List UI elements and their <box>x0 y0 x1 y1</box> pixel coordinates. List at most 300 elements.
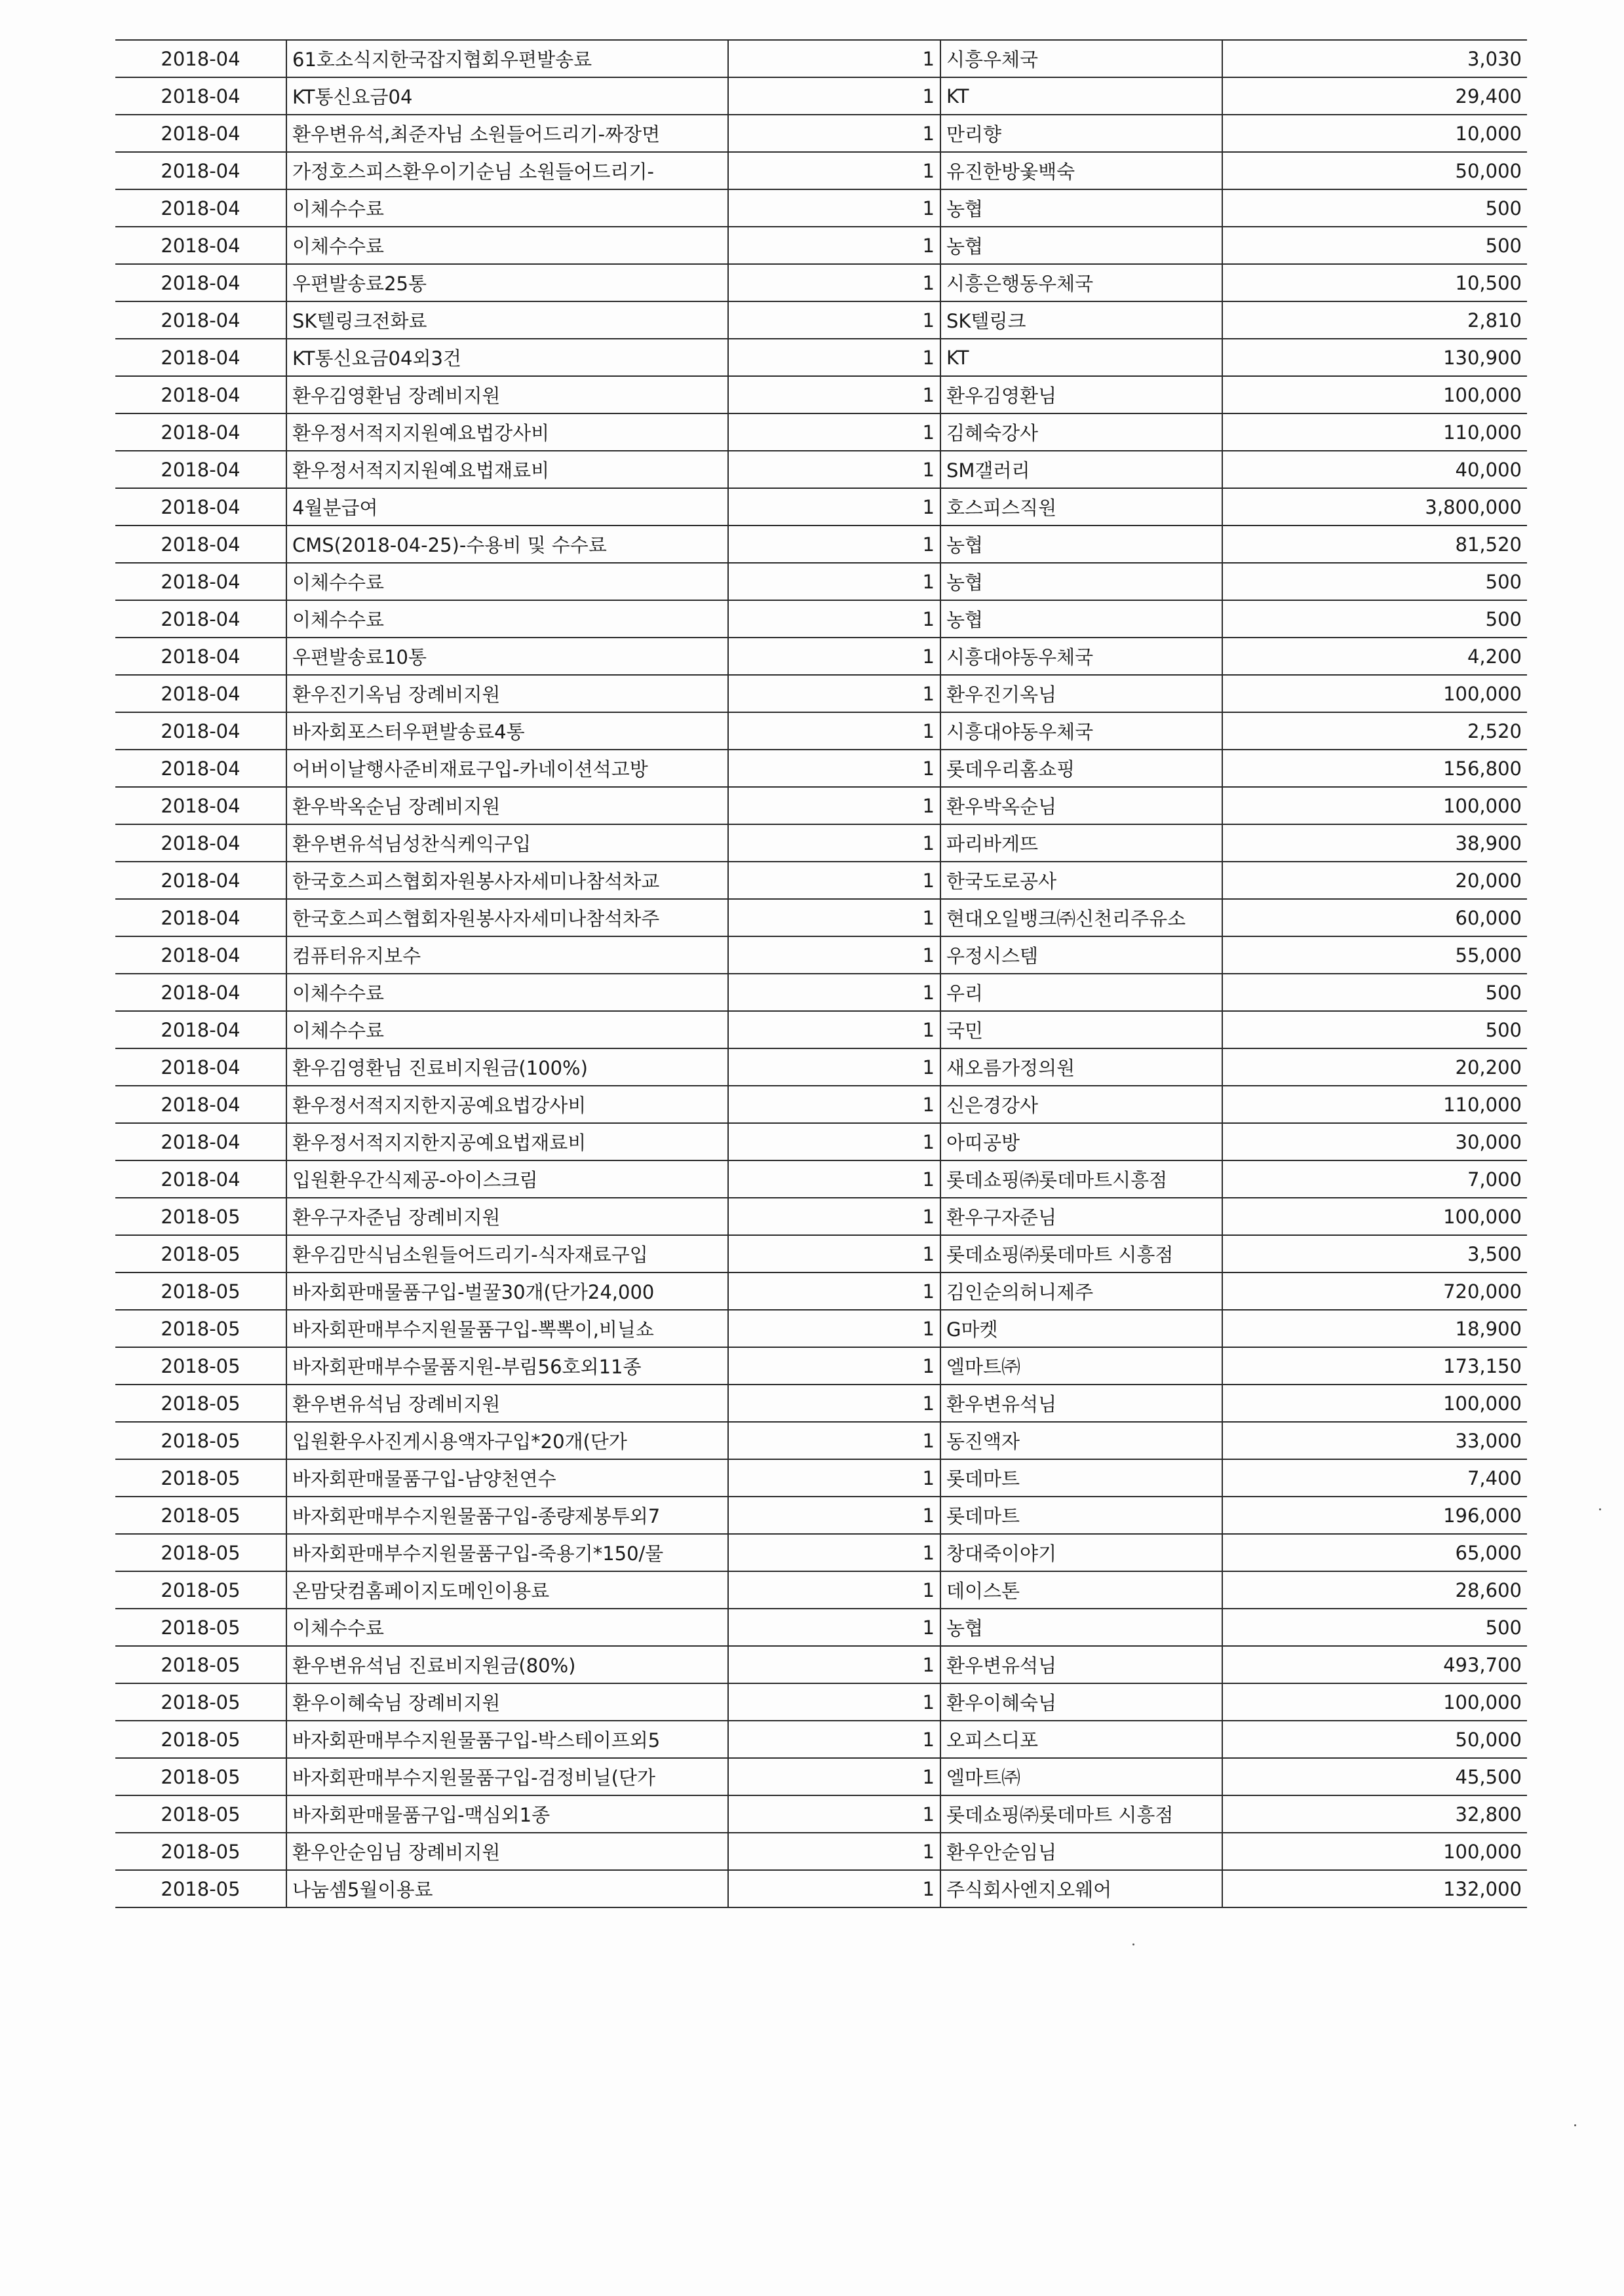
description-cell: 나눔셈5월이용료 <box>286 1870 728 1907</box>
date-cell: 2018-04 <box>115 413 286 451</box>
vendor-cell: 엘마트㈜ <box>940 1347 1222 1385</box>
quantity-cell: 1 <box>728 974 940 1011</box>
table-row <box>115 600 1527 638</box>
amount-cell: 173,150 <box>1222 1347 1527 1385</box>
date-cell: 2018-04 <box>115 600 286 638</box>
quantity-cell: 1 <box>728 1422 940 1459</box>
amount-cell: 3,500 <box>1222 1235 1527 1272</box>
quantity-cell: 1 <box>728 526 940 563</box>
quantity-cell: 1 <box>728 1385 940 1422</box>
table-row <box>115 301 1527 339</box>
quantity-cell: 1 <box>728 189 940 227</box>
vendor-cell: 환우이혜숙님 <box>940 1683 1222 1721</box>
quantity-cell: 1 <box>728 1870 940 1907</box>
amount-cell: 100,000 <box>1222 787 1527 824</box>
description-cell: 이체수수료 <box>286 974 728 1011</box>
amount-cell: 500 <box>1222 563 1527 600</box>
quantity-cell: 1 <box>728 1497 940 1534</box>
date-cell: 2018-04 <box>115 712 286 750</box>
scan-speck <box>1599 1508 1601 1510</box>
date-cell: 2018-05 <box>115 1198 286 1235</box>
quantity-cell: 1 <box>728 1683 940 1721</box>
date-cell: 2018-04 <box>115 563 286 600</box>
vendor-cell: 아띠공방 <box>940 1123 1222 1160</box>
amount-cell: 500 <box>1222 189 1527 227</box>
quantity-cell: 1 <box>728 1048 940 1086</box>
table-row <box>115 1646 1527 1683</box>
table-row <box>115 1347 1527 1385</box>
date-cell: 2018-04 <box>115 526 286 563</box>
table-row <box>115 1795 1527 1833</box>
description-cell: 이체수수료 <box>286 1011 728 1048</box>
amount-cell: 720,000 <box>1222 1272 1527 1310</box>
description-cell: 이체수수료 <box>286 1609 728 1646</box>
vendor-cell: 농협 <box>940 526 1222 563</box>
date-cell: 2018-04 <box>115 152 286 189</box>
table-row <box>115 77 1527 115</box>
vendor-cell: 환우구자준님 <box>940 1198 1222 1235</box>
date-cell: 2018-05 <box>115 1870 286 1907</box>
date-cell: 2018-04 <box>115 264 286 301</box>
amount-cell: 110,000 <box>1222 1086 1527 1123</box>
quantity-cell: 1 <box>728 1310 940 1347</box>
table-row <box>115 1833 1527 1870</box>
quantity-cell: 1 <box>728 339 940 376</box>
description-cell: 환우정서적지지한지공예요법재료비 <box>286 1123 728 1160</box>
description-cell: 한국호스피스협회자원봉사자세미나참석차주 <box>286 899 728 936</box>
vendor-cell: 만리향 <box>940 115 1222 152</box>
amount-cell: 110,000 <box>1222 413 1527 451</box>
table-row <box>115 451 1527 488</box>
vendor-cell: 국민 <box>940 1011 1222 1048</box>
quantity-cell: 1 <box>728 1123 940 1160</box>
description-cell: 한국호스피스협회자원봉사자세미나참석차교 <box>286 862 728 899</box>
description-cell: 바자회판매부수지원물품구입-뽁뽁이,비닐쇼 <box>286 1310 728 1347</box>
vendor-cell: SM갤러리 <box>940 451 1222 488</box>
vendor-cell: 농협 <box>940 227 1222 264</box>
description-cell: 환우김영환님 장례비지원 <box>286 376 728 413</box>
amount-cell: 500 <box>1222 1011 1527 1048</box>
table-row <box>115 787 1527 824</box>
date-cell: 2018-04 <box>115 227 286 264</box>
vendor-cell: 롯데쇼핑㈜롯데마트 시흥점 <box>940 1795 1222 1833</box>
description-cell: 환우변유석님성찬식케익구입 <box>286 824 728 862</box>
date-cell: 2018-05 <box>115 1571 286 1609</box>
vendor-cell: 시흥우체국 <box>940 40 1222 77</box>
vendor-cell: 새오름가정의원 <box>940 1048 1222 1086</box>
date-cell: 2018-05 <box>115 1272 286 1310</box>
description-cell: 바자회판매물품구입-남양천연수 <box>286 1459 728 1497</box>
quantity-cell: 1 <box>728 1272 940 1310</box>
quantity-cell: 1 <box>728 1459 940 1497</box>
vendor-cell: 환우김영환님 <box>940 376 1222 413</box>
vendor-cell: 롯데쇼핑㈜롯데마트시흥점 <box>940 1160 1222 1198</box>
table-row <box>115 488 1527 526</box>
date-cell: 2018-04 <box>115 451 286 488</box>
table-row <box>115 974 1527 1011</box>
amount-cell: 40,000 <box>1222 451 1527 488</box>
vendor-cell: 농협 <box>940 563 1222 600</box>
vendor-cell: 창대죽이야기 <box>940 1534 1222 1571</box>
amount-cell: 100,000 <box>1222 1198 1527 1235</box>
table-row <box>115 1459 1527 1497</box>
table-row <box>115 1198 1527 1235</box>
amount-cell: 4,200 <box>1222 638 1527 675</box>
quantity-cell: 1 <box>728 675 940 712</box>
amount-cell: 38,900 <box>1222 824 1527 862</box>
date-cell: 2018-04 <box>115 189 286 227</box>
description-cell: 바자회판매부수지원물품구입-박스테이프외5 <box>286 1721 728 1758</box>
quantity-cell: 1 <box>728 1721 940 1758</box>
date-cell: 2018-04 <box>115 1123 286 1160</box>
vendor-cell: 농협 <box>940 189 1222 227</box>
description-cell: KT통신요금04 <box>286 77 728 115</box>
table-row <box>115 526 1527 563</box>
amount-cell: 10,000 <box>1222 115 1527 152</box>
description-cell: 환우진기옥님 장례비지원 <box>286 675 728 712</box>
vendor-cell: KT <box>940 77 1222 115</box>
table-row <box>115 152 1527 189</box>
vendor-cell: KT <box>940 339 1222 376</box>
vendor-cell: 엘마트㈜ <box>940 1758 1222 1795</box>
table-row <box>115 189 1527 227</box>
date-cell: 2018-04 <box>115 1160 286 1198</box>
amount-cell: 130,900 <box>1222 339 1527 376</box>
date-cell: 2018-05 <box>115 1758 286 1795</box>
quantity-cell: 1 <box>728 301 940 339</box>
table-row <box>115 824 1527 862</box>
table-row <box>115 339 1527 376</box>
table-row <box>115 227 1527 264</box>
table-row <box>115 40 1527 77</box>
vendor-cell: 롯데마트 <box>940 1497 1222 1534</box>
quantity-cell: 1 <box>728 227 940 264</box>
amount-cell: 55,000 <box>1222 936 1527 974</box>
quantity-cell: 1 <box>728 750 940 787</box>
description-cell: 바자회포스터우편발송료4통 <box>286 712 728 750</box>
amount-cell: 45,500 <box>1222 1758 1527 1795</box>
amount-cell: 196,000 <box>1222 1497 1527 1534</box>
amount-cell: 60,000 <box>1222 899 1527 936</box>
table-row <box>115 1422 1527 1459</box>
vendor-cell: SK텔링크 <box>940 301 1222 339</box>
quantity-cell: 1 <box>728 1011 940 1048</box>
date-cell: 2018-04 <box>115 862 286 899</box>
vendor-cell: 동진액자 <box>940 1422 1222 1459</box>
table-row <box>115 1758 1527 1795</box>
description-cell: 환우변유석님 장례비지원 <box>286 1385 728 1422</box>
amount-cell: 28,600 <box>1222 1571 1527 1609</box>
description-cell: 이체수수료 <box>286 189 728 227</box>
description-cell: 우편발송료10통 <box>286 638 728 675</box>
quantity-cell: 1 <box>728 413 940 451</box>
vendor-cell: 농협 <box>940 1609 1222 1646</box>
date-cell: 2018-05 <box>115 1534 286 1571</box>
description-cell: 환우변유석님 진료비지원금(80%) <box>286 1646 728 1683</box>
description-cell: 환우안순임님 장례비지원 <box>286 1833 728 1870</box>
description-cell: 환우김영환님 진료비지원금(100%) <box>286 1048 728 1086</box>
description-cell: SK텔링크전화료 <box>286 301 728 339</box>
vendor-cell: 환우박옥순님 <box>940 787 1222 824</box>
date-cell: 2018-05 <box>115 1721 286 1758</box>
date-cell: 2018-04 <box>115 787 286 824</box>
quantity-cell: 1 <box>728 899 940 936</box>
description-cell: 4월분급여 <box>286 488 728 526</box>
vendor-cell: 시흥대야동우체국 <box>940 638 1222 675</box>
description-cell: 바자회판매물품구입-맥심외1종 <box>286 1795 728 1833</box>
date-cell: 2018-04 <box>115 936 286 974</box>
description-cell: 이체수수료 <box>286 227 728 264</box>
amount-cell: 500 <box>1222 227 1527 264</box>
table-row <box>115 675 1527 712</box>
amount-cell: 493,700 <box>1222 1646 1527 1683</box>
table-row <box>115 936 1527 974</box>
table-row <box>115 899 1527 936</box>
vendor-cell: 롯데쇼핑㈜롯데마트 시흥점 <box>940 1235 1222 1272</box>
description-cell: KT통신요금04외3건 <box>286 339 728 376</box>
table-row <box>115 1160 1527 1198</box>
amount-cell: 132,000 <box>1222 1870 1527 1907</box>
amount-cell: 156,800 <box>1222 750 1527 787</box>
table-row <box>115 1123 1527 1160</box>
date-cell: 2018-05 <box>115 1646 286 1683</box>
quantity-cell: 1 <box>728 936 940 974</box>
table-row <box>115 712 1527 750</box>
date-cell: 2018-04 <box>115 115 286 152</box>
amount-cell: 50,000 <box>1222 1721 1527 1758</box>
scan-speck <box>1132 1943 1134 1945</box>
date-cell: 2018-05 <box>115 1683 286 1721</box>
table-row <box>115 1048 1527 1086</box>
vendor-cell: 롯데우리홈쇼핑 <box>940 750 1222 787</box>
quantity-cell: 1 <box>728 451 940 488</box>
vendor-cell: 환우변유석님 <box>940 1646 1222 1683</box>
description-cell: 바자회판매부수지원물품구입-죽용기*150/물 <box>286 1534 728 1571</box>
quantity-cell: 1 <box>728 1758 940 1795</box>
table-row <box>115 1086 1527 1123</box>
quantity-cell: 1 <box>728 264 940 301</box>
table-row <box>115 413 1527 451</box>
description-cell: 컴퓨터유지보수 <box>286 936 728 974</box>
scan-speck <box>1574 2124 1576 2126</box>
description-cell: 바자회판매물품구입-벌꿀30개(단가24,000 <box>286 1272 728 1310</box>
quantity-cell: 1 <box>728 1795 940 1833</box>
date-cell: 2018-04 <box>115 1011 286 1048</box>
quantity-cell: 1 <box>728 40 940 77</box>
amount-cell: 3,800,000 <box>1222 488 1527 526</box>
amount-cell: 2,810 <box>1222 301 1527 339</box>
quantity-cell: 1 <box>728 1235 940 1272</box>
table-row <box>115 1683 1527 1721</box>
description-cell: 환우정서적지지한지공예요법강사비 <box>286 1086 728 1123</box>
quantity-cell: 1 <box>728 1646 940 1683</box>
date-cell: 2018-04 <box>115 899 286 936</box>
vendor-cell: 우리 <box>940 974 1222 1011</box>
vendor-cell: 시흥은행동우체국 <box>940 264 1222 301</box>
description-cell: 환우정서적지지원예요법재료비 <box>286 451 728 488</box>
amount-cell: 33,000 <box>1222 1422 1527 1459</box>
table-row <box>115 750 1527 787</box>
table-row <box>115 1571 1527 1609</box>
amount-cell: 500 <box>1222 600 1527 638</box>
vendor-cell: 김인순의허니제주 <box>940 1272 1222 1310</box>
date-cell: 2018-04 <box>115 376 286 413</box>
date-cell: 2018-05 <box>115 1347 286 1385</box>
table-row <box>115 1721 1527 1758</box>
table-row <box>115 638 1527 675</box>
table-row <box>115 1310 1527 1347</box>
vendor-cell: 신은경강사 <box>940 1086 1222 1123</box>
table-row <box>115 563 1527 600</box>
description-cell: 바자회판매부수물품지원-부림56호외11종 <box>286 1347 728 1385</box>
date-cell: 2018-05 <box>115 1459 286 1497</box>
description-cell: 가정호스피스환우이기순님 소원들어드리기- <box>286 152 728 189</box>
quantity-cell: 1 <box>728 77 940 115</box>
table-row <box>115 1235 1527 1272</box>
vendor-cell: 환우변유석님 <box>940 1385 1222 1422</box>
vendor-cell: 롯데마트 <box>940 1459 1222 1497</box>
date-cell: 2018-04 <box>115 40 286 77</box>
date-cell: 2018-05 <box>115 1235 286 1272</box>
description-cell: 어버이날행사준비재료구입-카네이션석고방 <box>286 750 728 787</box>
date-cell: 2018-05 <box>115 1497 286 1534</box>
amount-cell: 81,520 <box>1222 526 1527 563</box>
quantity-cell: 1 <box>728 1347 940 1385</box>
table-row <box>115 1385 1527 1422</box>
description-cell: 환우변유석,최준자님 소원들어드리기-짜장면 <box>286 115 728 152</box>
quantity-cell: 1 <box>728 787 940 824</box>
quantity-cell: 1 <box>728 1609 940 1646</box>
quantity-cell: 1 <box>728 1160 940 1198</box>
description-cell: 입원환우간식제공-아이스크림 <box>286 1160 728 1198</box>
description-cell: 이체수수료 <box>286 563 728 600</box>
quantity-cell: 1 <box>728 1534 940 1571</box>
vendor-cell: G마켓 <box>940 1310 1222 1347</box>
vendor-cell: 한국도로공사 <box>940 862 1222 899</box>
amount-cell: 100,000 <box>1222 675 1527 712</box>
table-row <box>115 115 1527 152</box>
quantity-cell: 1 <box>728 563 940 600</box>
table-row <box>115 1609 1527 1646</box>
vendor-cell: 호스피스직원 <box>940 488 1222 526</box>
date-cell: 2018-05 <box>115 1795 286 1833</box>
description-cell: 환우구자준님 장례비지원 <box>286 1198 728 1235</box>
date-cell: 2018-04 <box>115 301 286 339</box>
date-cell: 2018-04 <box>115 974 286 1011</box>
amount-cell: 100,000 <box>1222 376 1527 413</box>
description-cell: 바자회판매부수지원물품구입-종량제봉투외7 <box>286 1497 728 1534</box>
quantity-cell: 1 <box>728 115 940 152</box>
date-cell: 2018-05 <box>115 1422 286 1459</box>
date-cell: 2018-04 <box>115 750 286 787</box>
table-row <box>115 1534 1527 1571</box>
amount-cell: 500 <box>1222 974 1527 1011</box>
quantity-cell: 1 <box>728 824 940 862</box>
vendor-cell: 데이스톤 <box>940 1571 1222 1609</box>
vendor-cell: 김혜숙강사 <box>940 413 1222 451</box>
quantity-cell: 1 <box>728 152 940 189</box>
amount-cell: 20,000 <box>1222 862 1527 899</box>
description-cell: 환우김만식님소원들어드리기-식자재료구입 <box>286 1235 728 1272</box>
amount-cell: 100,000 <box>1222 1683 1527 1721</box>
date-cell: 2018-04 <box>115 675 286 712</box>
amount-cell: 30,000 <box>1222 1123 1527 1160</box>
quantity-cell: 1 <box>728 712 940 750</box>
vendor-cell: 우정시스템 <box>940 936 1222 974</box>
vendor-cell: 환우안순임님 <box>940 1833 1222 1870</box>
amount-cell: 7,400 <box>1222 1459 1527 1497</box>
vendor-cell: 오피스디포 <box>940 1721 1222 1758</box>
quantity-cell: 1 <box>728 1086 940 1123</box>
vendor-cell: 파리바게뜨 <box>940 824 1222 862</box>
quantity-cell: 1 <box>728 1833 940 1870</box>
table-row <box>115 264 1527 301</box>
quantity-cell: 1 <box>728 488 940 526</box>
date-cell: 2018-04 <box>115 1048 286 1086</box>
description-cell: CMS(2018-04-25)-수용비 및 수수료 <box>286 526 728 563</box>
vendor-cell: 주식회사엔지오웨어 <box>940 1870 1222 1907</box>
quantity-cell: 1 <box>728 638 940 675</box>
description-cell: 환우박옥순님 장례비지원 <box>286 787 728 824</box>
vendor-cell: 농협 <box>940 600 1222 638</box>
amount-cell: 18,900 <box>1222 1310 1527 1347</box>
date-cell: 2018-05 <box>115 1385 286 1422</box>
date-cell: 2018-04 <box>115 1086 286 1123</box>
amount-cell: 50,000 <box>1222 152 1527 189</box>
date-cell: 2018-04 <box>115 77 286 115</box>
quantity-cell: 1 <box>728 1198 940 1235</box>
quantity-cell: 1 <box>728 862 940 899</box>
date-cell: 2018-04 <box>115 488 286 526</box>
description-cell: 61호소식지한국잡지협회우편발송료 <box>286 40 728 77</box>
date-cell: 2018-04 <box>115 824 286 862</box>
amount-cell: 10,500 <box>1222 264 1527 301</box>
amount-cell: 20,200 <box>1222 1048 1527 1086</box>
table-row <box>115 376 1527 413</box>
table-row <box>115 1272 1527 1310</box>
date-cell: 2018-04 <box>115 638 286 675</box>
description-cell: 이체수수료 <box>286 600 728 638</box>
date-cell: 2018-04 <box>115 339 286 376</box>
vendor-cell: 현대오일뱅크㈜신천리주유소 <box>940 899 1222 936</box>
description-cell: 환우이혜숙님 장례비지원 <box>286 1683 728 1721</box>
amount-cell: 65,000 <box>1222 1534 1527 1571</box>
table-row <box>115 1870 1527 1907</box>
vendor-cell: 환우진기옥님 <box>940 675 1222 712</box>
amount-cell: 3,030 <box>1222 40 1527 77</box>
description-cell: 입원환우사진게시용액자구입*20개(단가 <box>286 1422 728 1459</box>
date-cell: 2018-05 <box>115 1833 286 1870</box>
description-cell: 환우정서적지지원예요법강사비 <box>286 413 728 451</box>
amount-cell: 2,520 <box>1222 712 1527 750</box>
table-row <box>115 862 1527 899</box>
quantity-cell: 1 <box>728 1571 940 1609</box>
quantity-cell: 1 <box>728 600 940 638</box>
expense-ledger-table <box>115 39 1527 1908</box>
description-cell: 온맘닷컴홈페이지도메인이용료 <box>286 1571 728 1609</box>
description-cell: 우편발송료25통 <box>286 264 728 301</box>
ledger-body <box>115 40 1527 1907</box>
table-row <box>115 1497 1527 1534</box>
amount-cell: 7,000 <box>1222 1160 1527 1198</box>
description-cell: 바자회판매부수지원물품구입-검정비닐(단가 <box>286 1758 728 1795</box>
quantity-cell: 1 <box>728 376 940 413</box>
amount-cell: 100,000 <box>1222 1833 1527 1870</box>
date-cell: 2018-05 <box>115 1310 286 1347</box>
vendor-cell: 유진한방옻백숙 <box>940 152 1222 189</box>
vendor-cell: 시흥대야동우체국 <box>940 712 1222 750</box>
amount-cell: 100,000 <box>1222 1385 1527 1422</box>
